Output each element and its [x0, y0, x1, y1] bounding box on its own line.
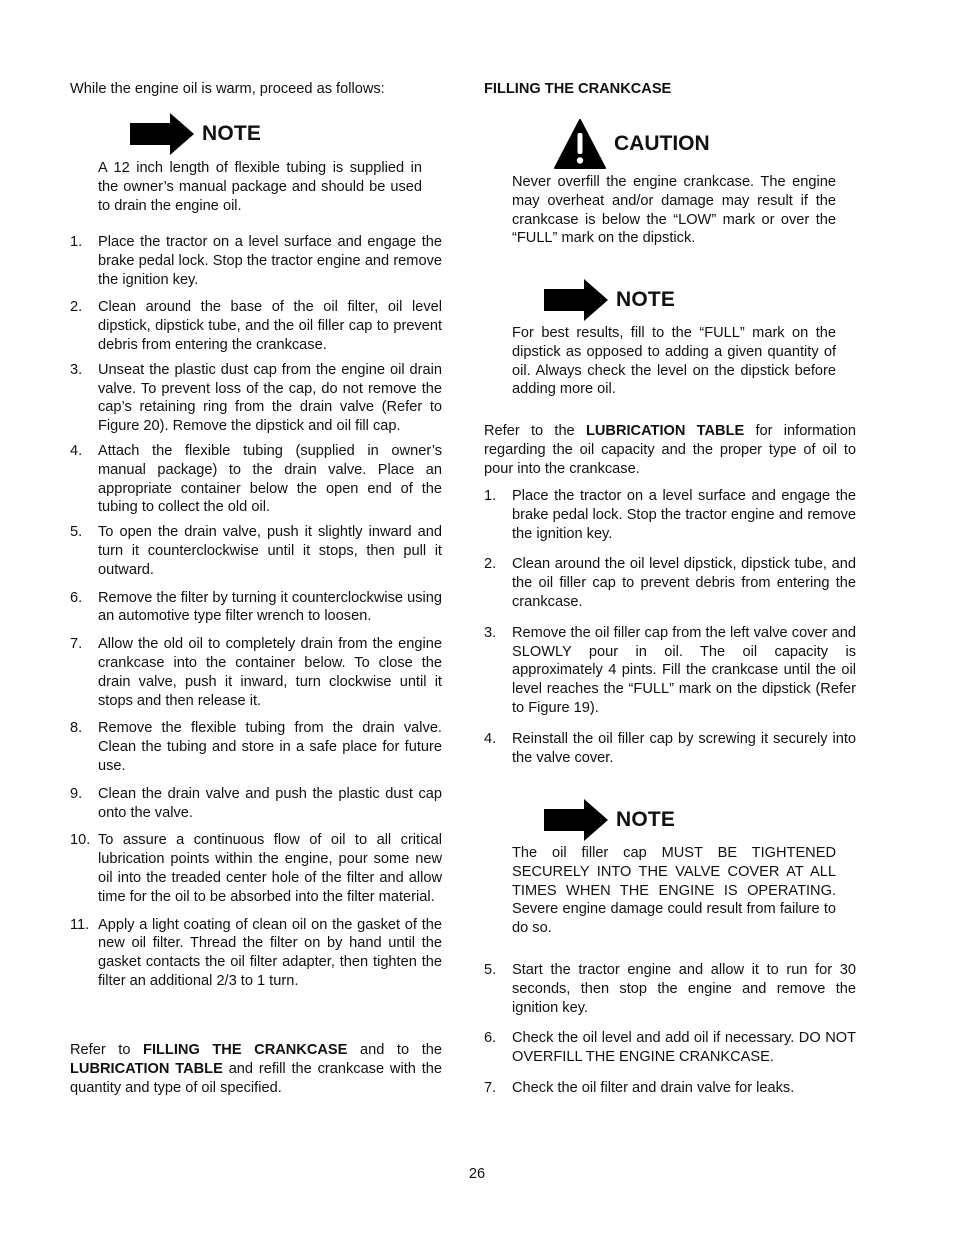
- list-item: [70, 635, 442, 710]
- list-item: [484, 624, 856, 718]
- step-number: 3.: [70, 361, 83, 378]
- step-text: Unseat the plastic dust cap from the engine oil drain valve. To prevent loss of the cap, do not remove the cap’s retaining ring from the drain valve (Refer to Figure 20). Remove the dipstick and oil fill cap.: [98, 361, 442, 435]
- intro-text: While the engine oil is warm, proceed as follows:: [70, 81, 385, 97]
- note-callout-1: [544, 278, 675, 322]
- list-item: [484, 555, 856, 611]
- note-title-1: NOTE: [616, 287, 676, 311]
- refer-text-1: Refer to the: [484, 423, 575, 439]
- step-number: 10.: [70, 832, 91, 849]
- list-item: [70, 589, 442, 627]
- fill-steps-list-b: [484, 961, 856, 1098]
- step-text: Check the oil filter and drain valve for leaks.: [512, 1079, 795, 1096]
- page-number: 26: [468, 1166, 486, 1182]
- lubrication-table-ref: LUBRICATION TABLE: [70, 1060, 223, 1077]
- lubrication-table-ref-2: LUBRICATION TABLE: [585, 423, 745, 439]
- list-item: [70, 361, 442, 436]
- list-item: [484, 730, 856, 768]
- note-text-2: The oil filler cap MUST BE TIGHTENED SECURELY INTO THE VALVE COVER AT ALL TIMES WHEN THE ENGINE IS OPERATING. Severe engine damage could result from failure to do so.: [512, 845, 836, 937]
- closing-text-1: Refer to: [70, 1042, 131, 1058]
- list-item: [70, 298, 442, 354]
- list-item: [70, 785, 442, 823]
- caution-callout: [554, 118, 710, 170]
- list-item: [70, 719, 442, 775]
- lubrication-refer-paragraph: [484, 422, 856, 478]
- list-item: [484, 961, 856, 1017]
- note-title-2: NOTE: [616, 807, 676, 831]
- step-text: Allow the old oil to completely drain from the engine crankcase into the container below. To close the drain valve, push it inward, turn clockwise until it stops and then release it.: [98, 636, 442, 709]
- warning-triangle-icon: [554, 119, 606, 169]
- note-text-1: For best results, fill to the “FULL” mark on the dipstick as opposed to adding a given quantity of oil. Always check the level on the dipstick before adding more oil.: [512, 325, 836, 398]
- list-item: [484, 1079, 856, 1098]
- arrow-icon: [130, 112, 194, 156]
- step-text: Apply a light coating of clean oil on the gasket of the new oil filter. Thread the filter on by hand until the gasket contacts the oil filter adapter, then tighten the filter an additional 2/3 to 1 turn.: [98, 916, 442, 989]
- step-number: 2.: [70, 299, 83, 316]
- section-heading: FILLING THE CRANKCASE: [484, 81, 672, 97]
- step-number: 7.: [70, 636, 83, 653]
- step-text: Place the tractor on a level surface and engage the brake pedal lock. Stop the tractor engine and remove the ignition key.: [98, 234, 442, 288]
- step-number: 5.: [484, 962, 497, 978]
- step-text: Remove the oil filler cap from the left valve cover and SLOWLY pour in oil. The oil capacity is approximately 4 pints. Fill the crankcase until the oil level reaches the “FULL” mark on the dipstick (Refer to Figure 19).: [512, 624, 856, 716]
- fill-steps-list-a: [484, 487, 856, 767]
- closing-text-3: and refill the crankcase with the quantity and type of oil specified.: [70, 1060, 443, 1096]
- caution-text: Never overfill the engine crankcase. The engine may overheat and/or damage may result if the crankcase is below the “LOW” mark or over the “FULL” mark on the dipstick.: [512, 174, 836, 247]
- note-callout-2: [544, 798, 675, 842]
- step-number: 9.: [70, 785, 83, 802]
- list-item: [484, 1029, 856, 1067]
- step-number: 5.: [70, 524, 83, 541]
- step-number: 8.: [70, 720, 83, 737]
- list-item: [70, 831, 442, 906]
- step-text: Check the oil level and add oil if necessary. DO NOT OVERFILL THE ENGINE CRANKCASE.: [512, 1030, 856, 1066]
- caution-title: CAUTION: [614, 131, 710, 155]
- list-item: [70, 442, 442, 517]
- note-header-2: [544, 798, 675, 842]
- step-number: 1.: [70, 234, 83, 250]
- closing-text-2: and to the: [360, 1042, 442, 1058]
- closing-paragraph: [70, 1041, 442, 1097]
- step-text: Clean around the base of the oil filter, oil level dipstick, dipstick tube, and the oil filler cap to prevent debris from entering the crankcase.: [98, 299, 442, 353]
- step-number: 11.: [70, 916, 90, 933]
- step-text: Clean the drain valve and push the plastic dust cap onto the valve.: [98, 785, 442, 821]
- step-text: Start the tractor engine and allow it to run for 30 seconds, then stop the engine and remove the ignition key.: [512, 962, 856, 1016]
- step-text: Attach the flexible tubing (supplied in owner’s manual package) to the drain valve. Place an appropriate container below the open end of the tubing to collect the old oil.: [98, 442, 442, 516]
- note-header: [130, 112, 261, 156]
- drain-steps-list: [70, 233, 442, 991]
- step-number: 4.: [70, 442, 83, 459]
- caution-header: [554, 118, 710, 170]
- step-number: 7.: [484, 1079, 497, 1096]
- step-text: Remove the filter by turning it counterclockwise using an automotive type filter wrench to loosen.: [98, 589, 442, 625]
- list-item: [70, 916, 442, 991]
- step-text: Place the tractor on a level surface and engage the brake pedal lock. Stop the tractor engine and remove the ignition key.: [512, 488, 856, 542]
- step-text: To assure a continuous flow of oil to all critical lubrication points within the engine, pour some new oil into the treaded center hole of the filter and allow time for the oil to be absorbed into the filter material.: [98, 832, 442, 905]
- note-title: NOTE: [202, 121, 262, 145]
- note-header-1: [544, 278, 675, 322]
- arrow-icon: [544, 798, 608, 842]
- step-text: Reinstall the oil filler cap by screwing it securely into the valve cover.: [512, 730, 856, 766]
- step-text: To open the drain valve, push it slightly inward and turn it counterclockwise until it stops, then pull it outward.: [98, 524, 442, 578]
- list-item: [70, 523, 442, 579]
- refer-text-2: for information regarding the oil capacity and the proper type of oil to pour into the crankcase.: [484, 423, 856, 477]
- arrow-icon: [544, 278, 608, 322]
- note-callout: [130, 112, 261, 156]
- step-number: 2.: [484, 556, 497, 573]
- step-text: Remove the flexible tubing from the drain valve. Clean the tubing and store in a safe place for future use.: [98, 720, 442, 774]
- list-item: [484, 487, 856, 543]
- step-text: Clean around the oil level dipstick, dipstick tube, and the oil filler cap to prevent debris from entering the crankcase.: [512, 556, 856, 610]
- step-number: 1.: [484, 488, 497, 504]
- step-number: 4.: [484, 730, 497, 747]
- filling-crankcase-ref: FILLING THE CRANKCASE: [143, 1042, 348, 1058]
- note-text: A 12 inch length of flexible tubing is supplied in the owner’s manual package and should be used to drain the engine oil.: [98, 160, 422, 214]
- step-number: 3.: [484, 624, 497, 641]
- step-number: 6.: [484, 1030, 497, 1047]
- step-number: 6.: [70, 589, 83, 606]
- list-item: [70, 233, 442, 289]
